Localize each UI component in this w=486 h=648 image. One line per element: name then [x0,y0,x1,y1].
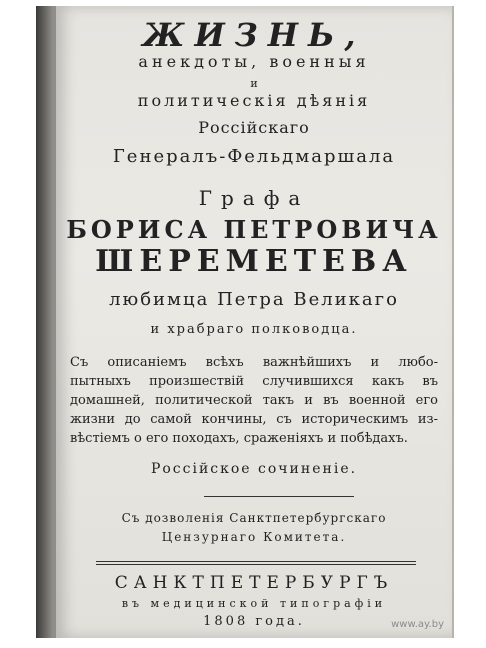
subtitle-line: и [250,77,258,90]
title-count-line: Графа [198,186,310,210]
person-name: БОРИСА ПЕТРОВИЧА [66,215,442,244]
book-photo [36,6,454,638]
description-line: домашней, политической такъ и въ военной его [70,393,438,408]
subtitle-line: анекдоты, военныя [138,52,370,71]
book-title: ЖИЗНЬ, [142,16,366,54]
watermark: www.ay.by [391,619,444,630]
person-surname: ШЕРЕМЕТЕВА [95,244,413,279]
censor-line: Цензурнаго Комитета. [161,530,347,544]
imprint-year: 1808 года. [203,614,305,629]
commander-line: и храбраго полководца. [150,322,358,337]
double-divider [96,561,416,565]
rank-line: Генералъ-Фельдмаршала [112,146,396,167]
composition-note: Россійское сочиненіе. [150,461,358,477]
subtitle-line: политическія дѣянія [137,91,371,110]
divider [204,496,354,497]
favorite-line: любимца Петра Великаго [109,289,399,310]
title-page [56,6,452,638]
description-paragraph [70,353,438,448]
description-line: вѣстіемъ о его походахъ, сраженіяхъ и побѣдахъ. [70,431,408,446]
censor-line: Съ дозволенія Санктпетербургскаго [121,511,387,525]
imprint-press: въ медицинской типографіи [121,597,387,610]
description-line: пытныхъ произшествій случившихся какъ въ [70,374,438,389]
description-line: жизни до самой кончины, съ историческимъ из- [70,412,438,427]
description-line: Съ описаніемъ всѣхъ важнѣйшихъ и любо- [70,355,438,370]
subtitle-line: Россійскаго [198,118,310,137]
imprint-city: САНКТПЕТЕРБУРГЪ [114,573,394,593]
